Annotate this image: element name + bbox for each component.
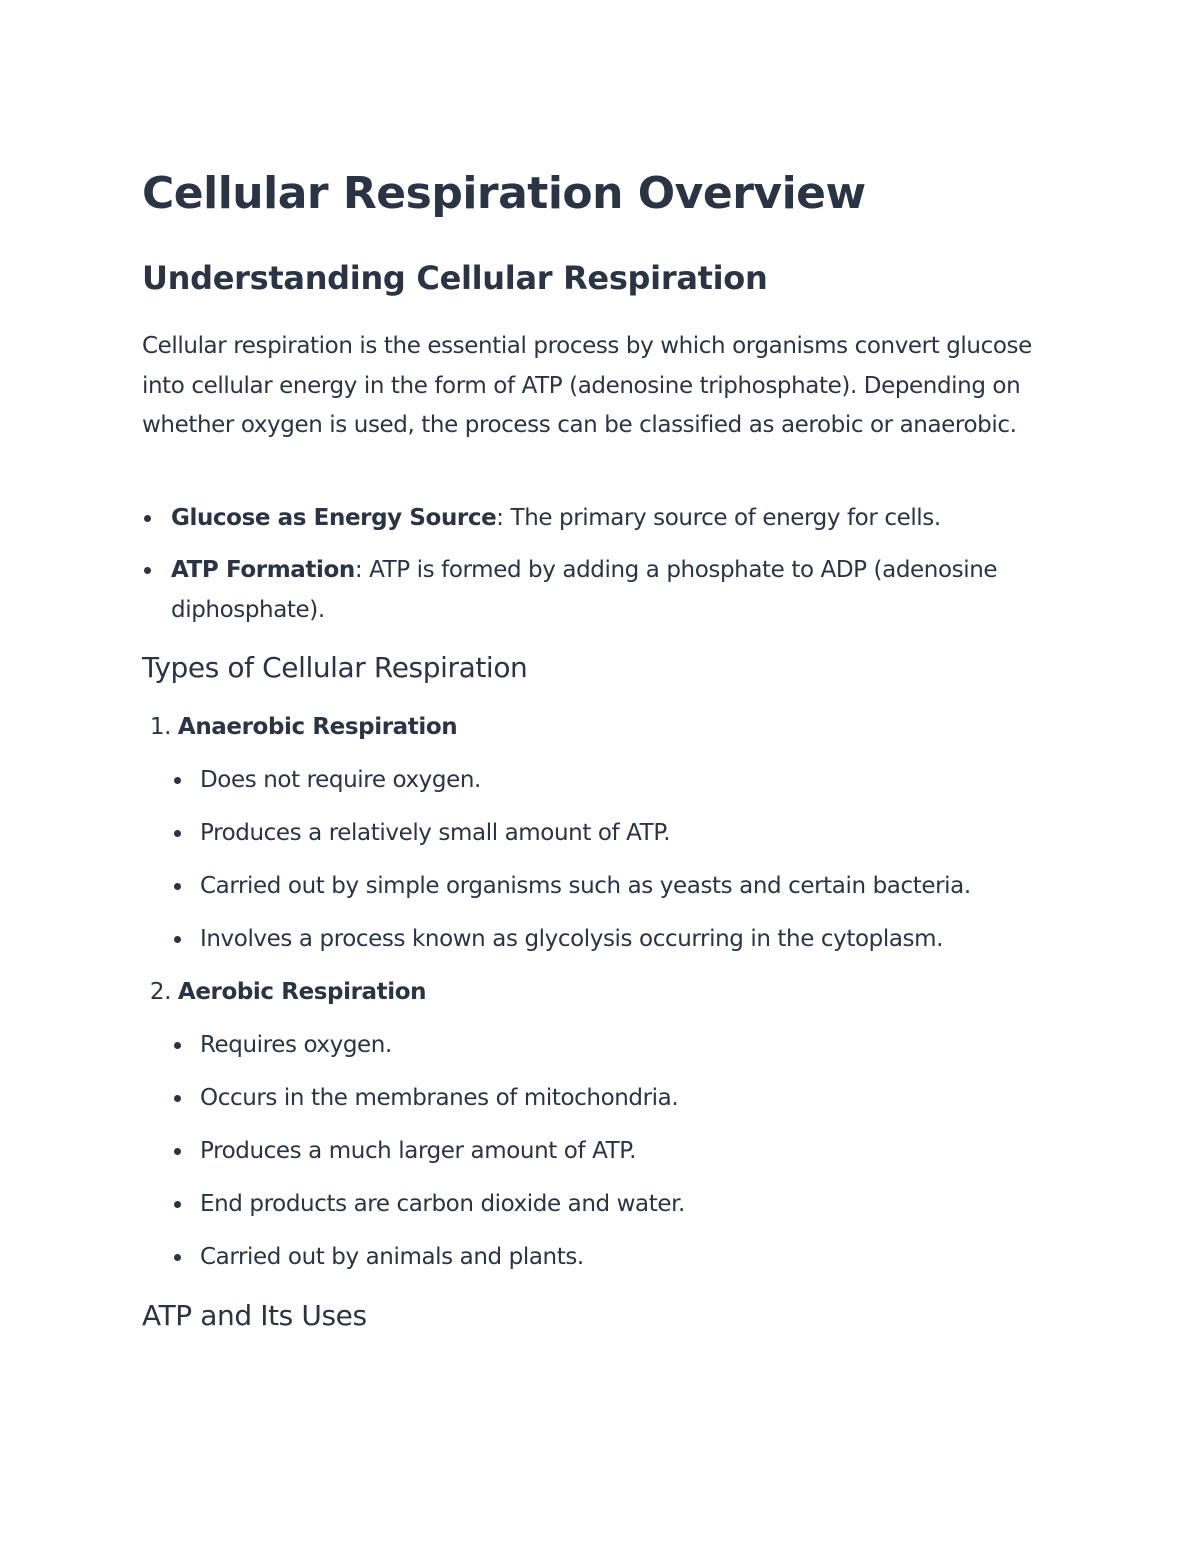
type-point-text: Does not require oxygen. [200, 767, 481, 793]
bullet-icon [174, 1148, 181, 1155]
type-point [171, 761, 1071, 801]
types-heading: Types of Cellular Respiration [142, 651, 528, 684]
type-item-aerobic [142, 973, 426, 1013]
bullet-icon [174, 830, 181, 837]
type-point-text: End products are carbon dioxide and water. [200, 1191, 685, 1217]
type-point [171, 1132, 1071, 1172]
type-point [171, 867, 1071, 907]
section-heading: Understanding Cellular Respiration [142, 259, 768, 297]
bullet-icon [174, 1254, 181, 1261]
type-point-text: Produces a relatively small amount of ATP. [200, 820, 671, 846]
type-name: Aerobic Respiration [177, 979, 427, 1005]
type-point-text: Involves a process known as glycolysis occurring in the cytoplasm. [200, 926, 944, 952]
key-point-item [142, 551, 1042, 630]
key-point-text: : ATP is formed by adding a phosphate to ADP (adenosine diphosphate). [171, 557, 998, 623]
type-point [171, 1026, 1071, 1066]
atp-heading: ATP and Its Uses [142, 1299, 367, 1332]
bullet-icon [174, 777, 181, 784]
bullet-icon [174, 936, 181, 943]
key-point-item [142, 499, 1042, 539]
bullet-icon [144, 515, 151, 522]
type-item-anaerobic [142, 708, 457, 748]
list-number: 1. [149, 714, 171, 740]
type-point-text: Carried out by animals and plants. [200, 1244, 584, 1270]
type-point [171, 814, 1071, 854]
page-title: Cellular Respiration Overview [142, 168, 866, 219]
key-point-term: ATP Formation [171, 557, 355, 583]
key-point-term: Glucose as Energy Source [171, 505, 497, 531]
bullet-icon [174, 1201, 181, 1208]
bullet-icon [174, 1042, 181, 1049]
type-point-text: Occurs in the membranes of mitochondria. [200, 1085, 679, 1111]
intro-paragraph: Cellular respiration is the essential process by which organisms convert glucose into cellular energy in the form of ATP (adenosine triphosphate). Depending on whether oxygen is used, the process can be classified as aerobic or anaerobic. [142, 333, 1032, 438]
bullet-icon [174, 883, 181, 890]
list-number: 2. [149, 979, 171, 1005]
type-point [171, 1185, 1071, 1225]
key-point-text: : The primary source of energy for cells. [496, 505, 941, 531]
type-name: Anaerobic Respiration [177, 714, 458, 740]
type-point [171, 920, 1071, 960]
type-point-text: Carried out by simple organisms such as yeasts and certain bacteria. [200, 873, 971, 899]
bullet-icon [174, 1095, 181, 1102]
type-point [171, 1079, 1071, 1119]
type-point [171, 1238, 1071, 1278]
type-point-text: Produces a much larger amount of ATP. [200, 1138, 637, 1164]
type-point-text: Requires oxygen. [200, 1032, 392, 1058]
bullet-icon [144, 567, 151, 574]
